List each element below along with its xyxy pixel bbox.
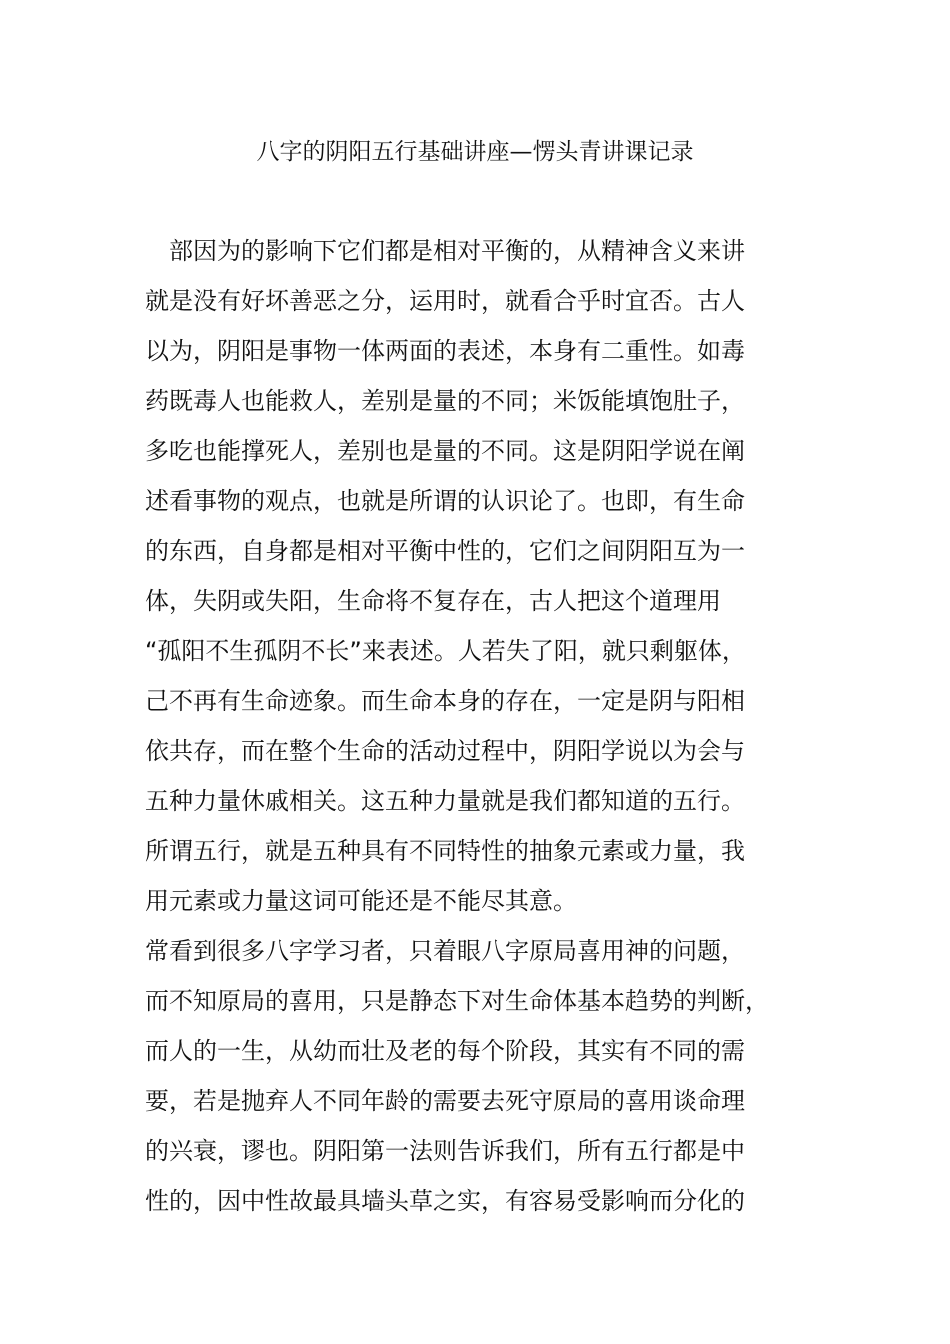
document-body (145, 226, 805, 1226)
text-line: 而人的一生，从幼而壮及老的每个阶段，其实有不同的需 (145, 1037, 745, 1065)
text-line: 己不再有生命迹象。而生命本身的存在，一定是阴与阳相 (145, 687, 745, 715)
text-line: 常看到很多八字学习者，只着眼八字原局喜用神的问题， (145, 937, 745, 965)
text-line: 部因为的影响下它们都是相对平衡的，从精神含义来讲 (145, 237, 745, 265)
text-line: 性的，因中性故最具墙头草之实，有容易受影响而分化的 (145, 1187, 745, 1215)
text-line: 而不知原局的喜用，只是静态下对生命体基本趋势的判断， (145, 987, 769, 1015)
document-title: 八字的阴阳五行基础讲座—愣头青讲课记录 (256, 139, 694, 165)
text-line: 体，失阴或失阳，生命将不复存在，古人把这个道理用 (145, 587, 721, 615)
text-line: 以为，阴阳是事物一体两面的表述，本身有二重性。如毒 (145, 337, 745, 365)
text-line: 依共存，而在整个生命的活动过程中，阴阳学说以为会与 (145, 737, 745, 765)
text-line: 就是没有好坏善恶之分，运用时，就看合乎时宜否。古人 (145, 287, 745, 315)
text-line: 用元素或力量这词可能还是不能尽其意。 (145, 887, 577, 915)
text-line: 五种力量休戚相关。这五种力量就是我们都知道的五行。 (145, 787, 745, 815)
text-line: 多吃也能撑死人，差别也是量的不同。这是阴阳学说在阐 (145, 437, 745, 465)
text-line: 药既毒人也能救人，差别是量的不同；米饭能填饱肚子， (145, 387, 745, 415)
text-line: 的东西，自身都是相对平衡中性的，它们之间阴阳互为一 (145, 537, 745, 565)
text-line: 所谓五行，就是五种具有不同特性的抽象元素或力量，我 (145, 837, 745, 865)
text-line: 述看事物的观点，也就是所谓的认识论了。也即，有生命 (145, 487, 745, 515)
text-line: 的兴衰，谬也。阴阳第一法则告诉我们，所有五行都是中 (145, 1137, 745, 1165)
text-line: 要，若是抛弃人不同年龄的需要去死守原局的喜用谈命理 (145, 1087, 745, 1115)
text-line: “孤阳不生孤阴不长”来表述。人若失了阳，就只剩躯体， (145, 637, 746, 665)
